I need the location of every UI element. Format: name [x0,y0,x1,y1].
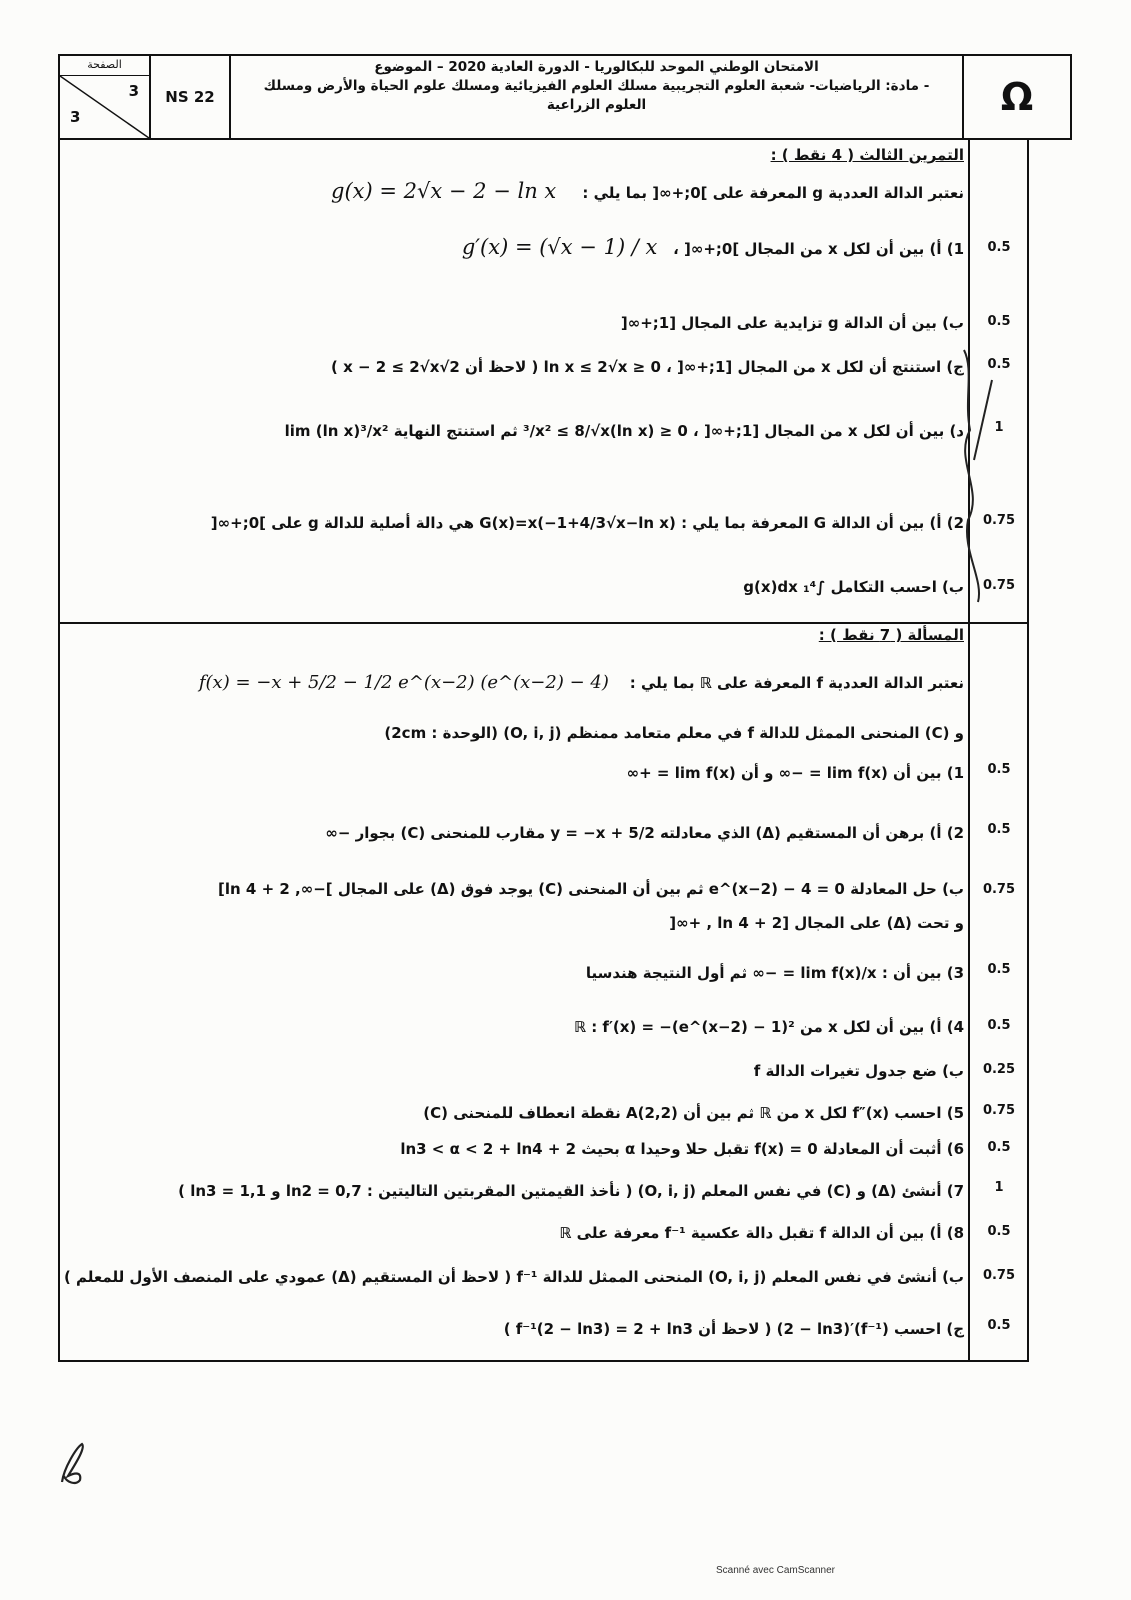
question-2b: ب) احسب التكامل ∫₁⁴ g(x)dx [743,578,964,596]
exercise3-title: التمرين الثالث ( 4 نقط ) : [770,146,964,164]
points-column-border [968,140,970,1362]
points-ex3-1a: 0.5 [987,240,1011,255]
points-ex3-2a: 0.75 [982,513,1016,528]
g-prime-formula: g′(x) = (√x − 1) / x [461,235,658,259]
scanner-watermark: Scanné avec CamScanner [716,1565,835,1576]
page-total: 3 [70,108,81,126]
question-1d: د) بين أن لكل x من المجال [1;+∞[ ، 0 ≤ (ln x)³/x² ≤ 8/√x ثم استنتج النهاية lim (ln x)³/x² [284,422,964,440]
exam-code: NS 22 [151,56,231,138]
frame-right-border [1027,140,1029,1362]
problem-q2b-line1: ب) حل المعادلة e^(x−2) − 4 = 0 ثم بين أن المنحنى (C) يوجد فوق (Δ) على المجال ]−∞, 2 + ln 4] [218,880,964,898]
problem-q6: 6) أثبت أن المعادلة f(x) = 0 تقبل حلا وحيدا α بحيث 2 + ln3 < α < 2 + ln4 [400,1140,964,1158]
points-ex3-1d: 1 [994,420,1004,435]
points-pb-2b: 0.75 [982,882,1016,897]
problem-intro-1-text: نعتبر الدالة العددية f المعرفة على ℝ بما يلي : [629,674,964,692]
exam-title [231,56,964,138]
f-definition: f(x) = −x + 5/2 − 1/2 e^(x−2) (e^(x−2) − 4) [198,672,609,693]
exam-title-line2: - مادة: الرياضيات- شعبة العلوم التجريبية مسلك العلوم الفيزيائية ومسلك علوم الحياة والأرض ومسلك [263,78,930,94]
problem-q8a: 8) أ) بين أن الدالة f تقبل دالة عكسية f⁻¹ معرفة على ℝ [559,1224,964,1242]
question-1b: ب) بين أن الدالة g تزايدية على المجال [1;+∞[ [620,314,964,332]
points-pb-7: 1 [994,1180,1004,1195]
page-label: الصفحة [60,56,149,76]
question-2a: 2) أ) بين أن الدالة G المعرفة بما يلي : G(x)=x(−1+4/3√x−ln x) هي دالة أصلية للدالة g على ]0;+∞[ [210,514,964,532]
pen-bracket-mark [944,340,1014,610]
problem-q8b: ب) أنشئ في نفس المعلم (O, i, j) المنحنى الممثل للدالة f⁻¹ ( لاحظ أن المستقيم (Δ) عمودي على المنصف الأول للمعلم ) [63,1268,964,1286]
exam-title-line1: الامتحان الوطني الموحد للبكالوريا - الدورة العادية 2020 – الموضوع [374,59,819,75]
question-1a-text: 1) أ) بين أن لكل x من المجال ]0;+∞[ ، [673,240,964,258]
problem-title: المسألة ( 7 نقط ) : [818,626,964,644]
problem-q1: 1) بين أن lim f(x) = −∞ و أن lim f(x) = +∞ [626,764,964,782]
page-number: 3 [128,82,139,100]
points-ex3-1c: 0.5 [987,357,1011,372]
problem-q5: 5) احسب f″(x) لكل x من ℝ ثم بين أن A(2,2) نقطة انعطاف للمنحنى (C) [423,1104,964,1122]
g-definition: g(x) = 2√x − 2 − ln x [331,179,557,203]
points-pb-2a: 0.5 [987,822,1011,837]
points-pb-8c: 0.5 [987,1318,1011,1333]
problem-q4b: ب) ضع جدول تغيرات الدالة f [753,1062,964,1080]
question-1c: ج) استنتج أن لكل x من المجال [1;+∞[ ، 0 ≤ ln x ≤ 2√x ( لاحظ أن 2√x − 2 ≤ 2√x ) [331,358,964,376]
frame-bottom-border [58,1360,1029,1362]
signature-scribble [54,1438,94,1488]
points-ex3-1b: 0.5 [987,314,1011,329]
problem-q8c: ج) احسب (f⁻¹)′(2 − ln3) ( لاحظ أن f⁻¹(2 − ln3) = 2 + ln3 ) [503,1320,964,1338]
page-number-box [60,56,151,138]
problem-q2a: 2) أ) برهن أن المستقيم (Δ) الذي معادلته y = −x + 5/2 مقارب للمنحنى (C) بجوار −∞ [325,824,964,842]
problem-intro-1 [66,672,964,694]
exam-title-line3: العلوم الزراعية [546,97,647,113]
points-pb-8b: 0.75 [982,1268,1016,1283]
points-pb-5: 0.75 [982,1103,1016,1118]
points-pb-4a: 0.5 [987,1018,1011,1033]
exercise3-intro [66,180,964,204]
problem-q3: 3) بين أن : lim f(x)/x = −∞ ثم أول النتيجة هندسيا [585,964,964,982]
problem-q4a: 4) أ) بين أن لكل x من ℝ : f′(x) = −(e^(x−2) − 1)² [573,1018,964,1036]
problem-q7: 7) أنشئ (Δ) و (C) في نفس المعلم (O, i, j) ( نأخذ القيمتين المقربتين التاليتين : ln2 = 0,7 و ln3 = 1,1 ) [178,1182,964,1200]
points-pb-1: 0.5 [987,762,1011,777]
points-pb-8a: 0.5 [987,1224,1011,1239]
points-pb-4b: 0.25 [982,1062,1016,1077]
question-1a [66,236,964,260]
exercise3-intro-text: نعتبر الدالة العددية g المعرفة على ]0;+∞[ بما يلي : [582,184,964,202]
points-ex3-2b: 0.75 [982,578,1016,593]
problem-q2b-line2: و تحت (Δ) على المجال [2 + ln 4 , +∞[ [669,914,964,932]
points-pb-6: 0.5 [987,1140,1011,1155]
exam-header [58,54,1072,140]
omega-logo: Ω [1000,75,1034,119]
problem-intro-2: و (C) المنحنى الممثل للدالة f في معلم متعامد ممنظم (O, i, j) (الوحدة : 2cm) [384,724,964,742]
frame-left-border [58,140,60,1362]
points-pb-3: 0.5 [987,962,1011,977]
